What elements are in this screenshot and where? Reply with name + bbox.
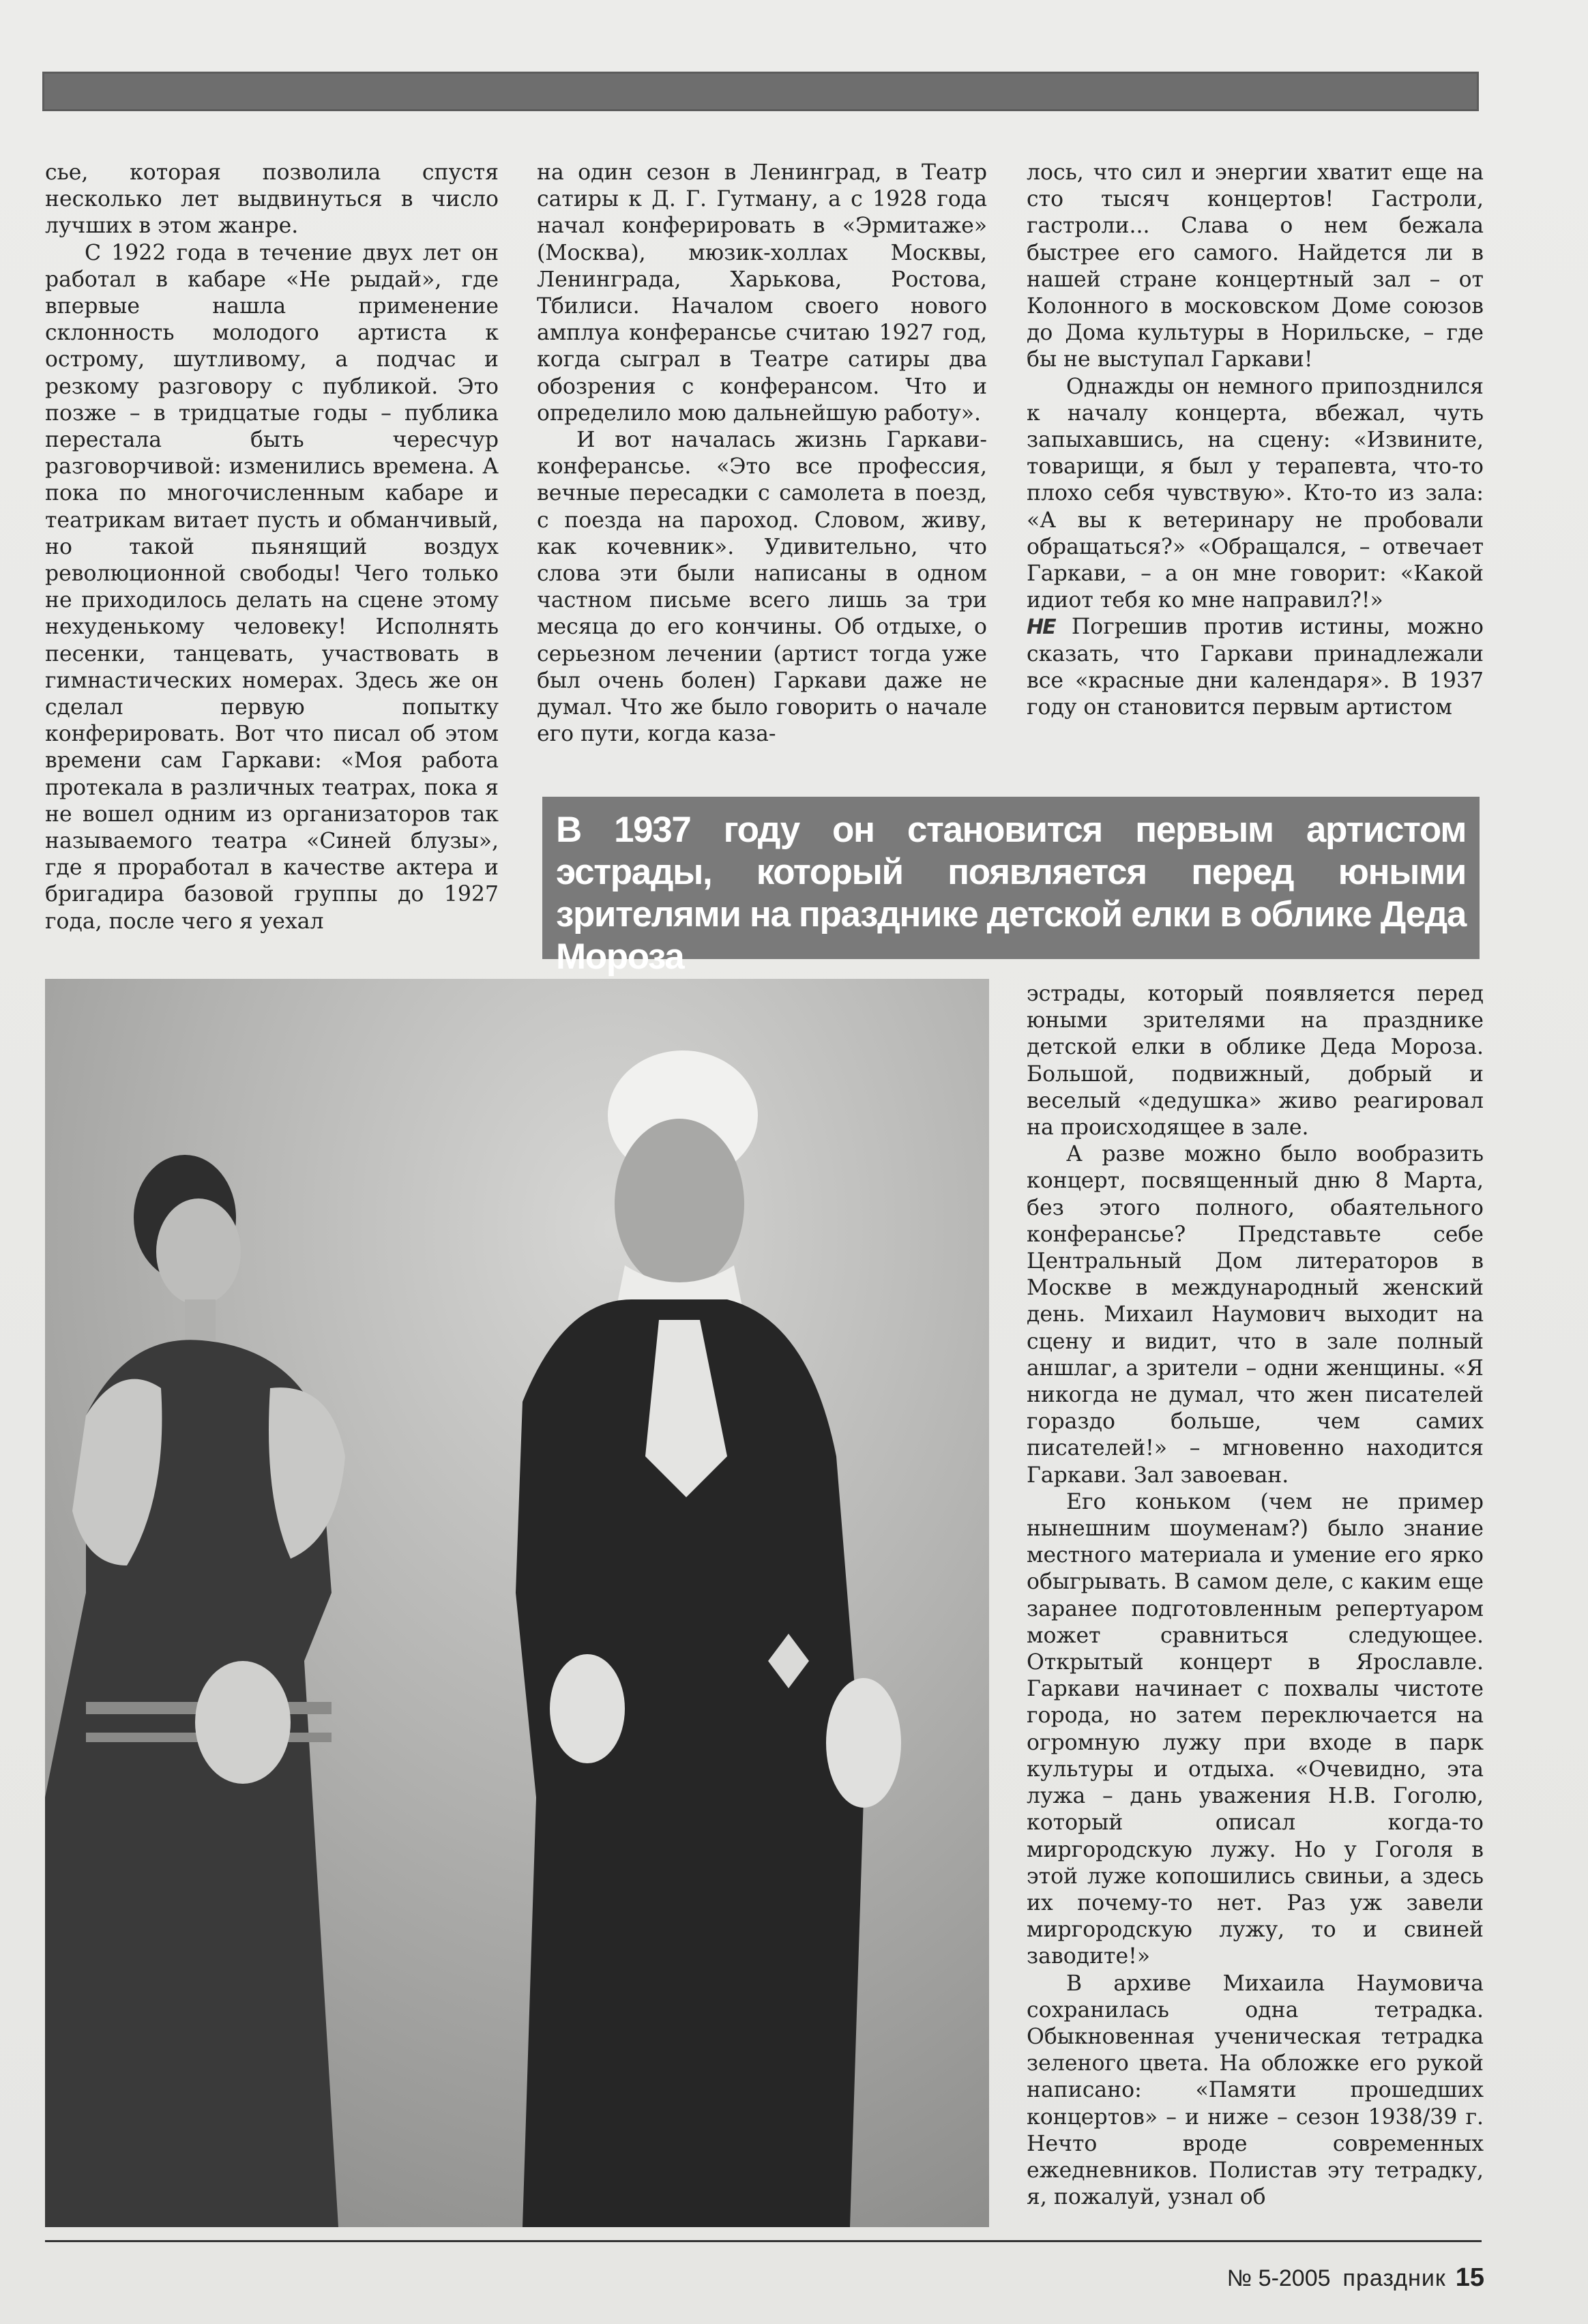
article-column-2: [537, 160, 987, 748]
issue-number: № 5-2005: [1226, 2265, 1331, 2291]
header-bar: [42, 72, 1479, 111]
paragraph: эстрады, который появляется перед юными зрителями на празднике детской елки в облике Деда Мороза. Большой, подвижный, добрый и веселый «дедушка» живо реагировал на происходящее в зале.: [1027, 982, 1484, 1141]
paragraph: на один сезон в Ленинград, в Театр сатиры к Д. Г. Гутману, а с 1928 года начал конферировать в «Эрмитаже» (Москва), мюзик-холлах Москвы, Ленинграда, Харькова, Ростова, Тбилиси. Началом своего нового амплуа конферансье считаю 1927 год, когда сыграл в Театре сатиры два обозрения с конферансом. Что и определило мою дальнейшую работу».: [537, 160, 987, 426]
pull-quote: В 1937 году он становится первым артистом эстрады, который появляется перед юными зрителями на празднике детской елки в облике Деда Мороза: [542, 797, 1480, 959]
footer-rule: [45, 2240, 1482, 2242]
article-column-1: [45, 160, 499, 935]
page-number: 15: [1455, 2263, 1484, 2292]
paragraph-with-note: [1027, 614, 1484, 721]
paragraph: И вот началась жизнь Гаркави-конферансье. «Это все профессия, вечные пересадки с самолета в поезд, с поезда на пароход. Словом, живу, как кочевник». Удивительно, что слова эти были написаны в одном частном письме всего лишь за три месяца до его кончины. Об отдыхе, о серьезном лечении (артист тогда уже был очень болен) Гаркави даже не думал. Что же было говорить о начале его пути, когда каза-: [537, 428, 987, 747]
paragraph: Его коньком (чем не пример нынешним шоуменам?) было знание местного материала и умение его ярко обыгрывать. В самом деле, с каким еще заранее подготовленным репертуаром может сравниться следующее. Открытый концерт в Ярославле. Гаркави начинает с похвалы чистоте города, но затем переключается на огромную лужу при входе в парк культуры и отдыха. «Очевидно, эта лужа – дань уважения Н.В. Гоголю, который описал когда-то миргородскую лужу. Но у Гоголя в этой луже копошились свиньи, а здесь их почему-то нет. Раз уж завели миргородскую лужу, то и свиней заводите!»: [1027, 1489, 1484, 1969]
paragraph: С 1922 года в течение двух лет он работал в кабаре «Не рыдай», где впервые нашла применение склонность молодого артиста к острому, шутливому, а подчас и резкому разговору с публикой. Это позже – в тридцатые годы – публика перестала быть чересчур разговорчивой: изменились времена. А пока по многочисленным кабаре и театрикам витает пусть и обманчивый, но такой пьянящий воздух революционной свободы! Чего только не приходилось делать на сцене этому нехуденькому человеку! Исполнять песенки, танцевать, участвовать в гимнастических номерах. Здесь же он сделал первую попытку конферировать. Вот что писал об этом времени сам Гаркави: «Моя работа протекала в различных театрах, пока я не вошел одним из организаторов так называемого театра «Синей блузы», где я проработал в качестве актера и бригадира базовой группы до 1927 года, после чего я уехал: [45, 240, 499, 934]
paragraph: сье, которая позволила спустя несколько лет выдвинуться в число лучших в этом жанре.: [45, 160, 499, 239]
handwritten-margin-note: НЕ: [1027, 615, 1055, 640]
paragraph-text: Погрешив против истины, можно сказать, что Гаркави принадлежали все «красные дни календаря». В 1937 году он становится первым артистом: [1027, 615, 1484, 720]
paragraph: А разве можно было вообразить концерт, посвященный дню 8 Марта, без этого полного, обаятельного конферансье? Представьте себе Центральный Дом литераторов в Москве в международный женский день. Михаил Наумович выходит на сцену и видит, что в зале полный аншлаг, а зрители – одни женщины. «Я никогда не думал, что жен писателей гораздо больше, чем самих писателей!» – мгновенно находится Гаркави. Зал завоеван.: [1027, 1142, 1484, 1488]
page-footer: [1227, 2263, 1484, 2293]
paragraph: Однажды он немного припозднился к началу концерта, вбежал, чуть запыхавшись, на сцену: «Извините, товарищи, я был у терапевта, что-то плохо себя чувствую». Кто-то из зала: «А вы к ветеринару не пробовали обращаться?» «Обращался, – отвечает Гаркави, – а он мне говорит: «Какой идиот тебя ко мне направил?!»: [1027, 374, 1484, 613]
photo-illustration: [45, 979, 989, 2227]
paragraph: В архиве Михаила Наумовича сохранилась одна тетрадка. Обыкновенная ученическая тетрадка зеленого цвета. На обложке его рукой написано: «Памяти прошедших концертов» – и ниже – сезон 1938/39 г. Нечто вроде современных ежедневников. Полистав эту тетрадку, я, пожалуй, узнал об: [1027, 1971, 1484, 2210]
magazine-name: праздник: [1342, 2265, 1446, 2291]
archival-photo: [45, 979, 989, 2227]
article-column-3-continued: [1027, 981, 1484, 2211]
article-column-3: [1027, 160, 1484, 721]
paragraph: лось, что сил и энергии хватит еще на сто тысяч концертов! Гастроли, гастроли... Слава о нем бежала быстрее его самого. Найдется ли в нашей стране концертный зал – от Колонного в московском Доме союзов до Дома культуры в Норильске, – где бы не выступал Гаркави!: [1027, 160, 1484, 372]
